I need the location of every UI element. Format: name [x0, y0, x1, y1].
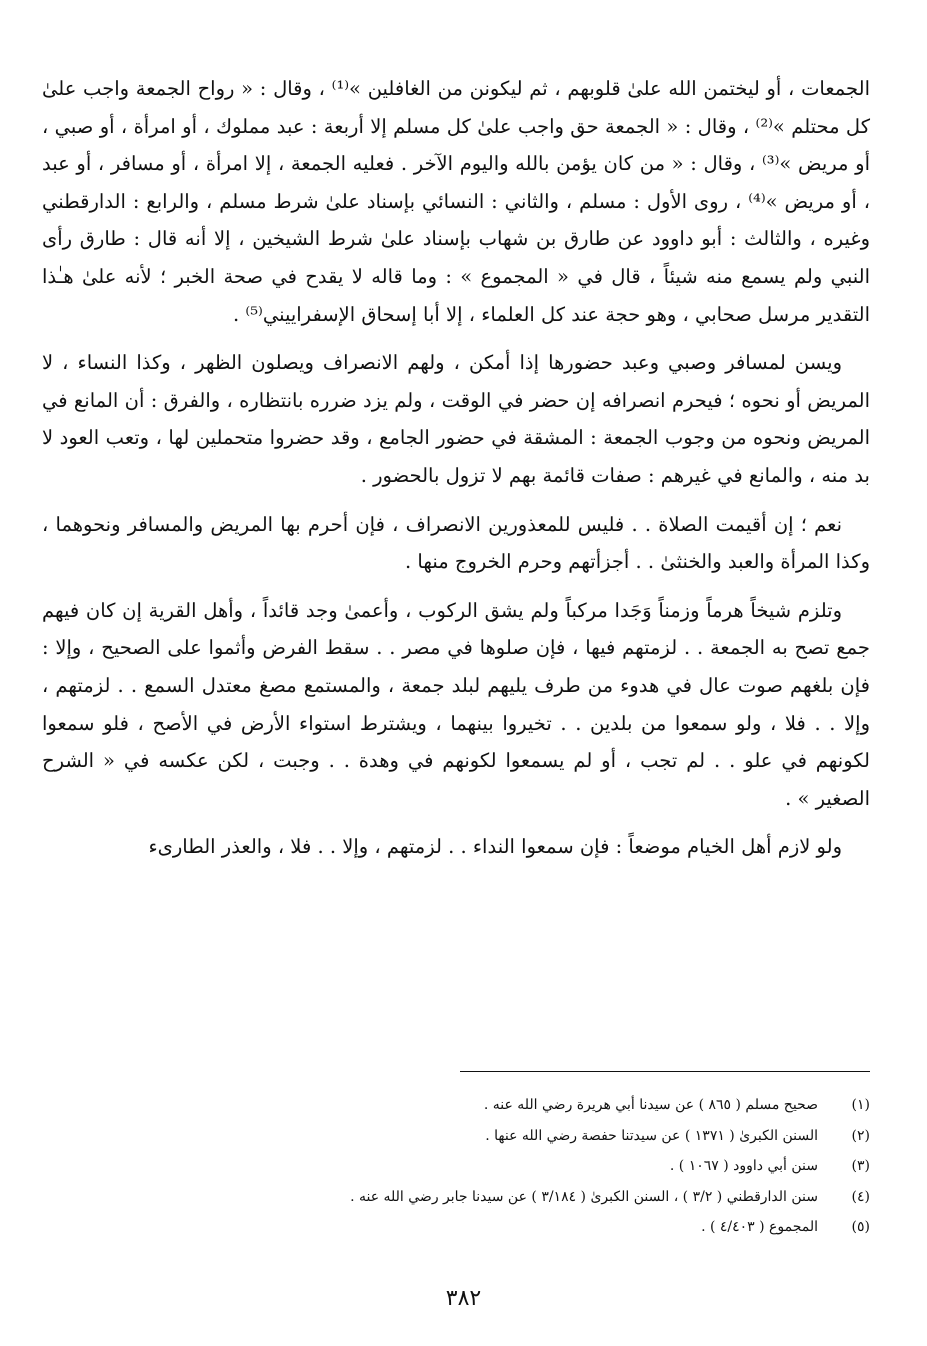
footnote-4: [42, 1182, 870, 1213]
footnote-text: المجموع ( ٤/٤٠٣ ) .: [701, 1219, 818, 1236]
footnote-divider: [460, 1071, 870, 1072]
main-text: [42, 70, 870, 877]
footnote-1: [42, 1090, 870, 1121]
footnote-number: (٥): [851, 1219, 870, 1236]
footnote-text: سنن الدارقطني ( ٣/٢ ) ، السنن الكبرىٰ ( ٣/١٨٤ ) عن سيدنا جابر رضي الله عنه .: [350, 1188, 818, 1205]
footnote-text: سنن أبي داوود ( ١٠٦٧ ) .: [669, 1158, 818, 1175]
paragraph-2: ويسن لمسافر وصبي وعبد حضورها إذا أمكن ، ولهم الانصراف ويصلون الظهر ، وكذا النساء ، لا المريض أو نحوه ؛ فيحرم انصرافه إن حضر في الوقت ، ولم يزد ضرره بانتظاره ، والفرق : أن المانع في المريض ونحوه من وجوب الجمعة : المشقة في حضور الجامع ، وقد حضروا متحملين لها ، وتعب العود لا بد منه ، والمانع في غيرهم : صفات قائمة بهم لا تزول بالحضور .: [42, 351, 870, 487]
paragraph-3: نعم ؛ إن أقيمت الصلاة . . فليس للمعذورين الانصراف ، فإن أحرم بها المريض والمسافر ونحوهما ، وكذا المرأة والعبد والخنثىٰ . . أجزأتهم وحرم الخروج منها .: [42, 512, 870, 574]
footnote-text: صحيح مسلم ( ٨٦٥ ) عن سيدنا أبي هريرة رضي الله عنه .: [483, 1097, 818, 1113]
footnote-5: [42, 1212, 870, 1243]
footnotes: [42, 1090, 870, 1243]
page-number: ٣٨٢: [445, 1286, 482, 1311]
footnote-text: السنن الكبرىٰ ( ١٣٧١ ) عن سيدتنا حفصة رضي الله عنها .: [485, 1127, 818, 1144]
footnote-number: (٢): [851, 1127, 870, 1144]
paragraph-4: وتلزم شيخاً هرماً وزمناً وَجَدا مركباً ولم يشق الركوب ، وأعمىٰ وجد قائداً ، وأهل القرية إن كان فيهم جمع تصح به الجمعة . . لزمتهم فيها ، فإن صلوها في مصر . . سقط الفرض وأثموا على الصحيح ، وإلا : فإن بلغهم صوت عال في هدوء من طرف يليهم لبلد جمعة ، والمستمع مصغ معتدل السمع . . لزمتهم ، وإلا . . فلا ، ولو سمعوا من بلدين . . تخيروا بينهما ، ويشترط استواء الأرض في الأصح ، فلو سمعوا لكونهم في علو . . لم تجب ، أو لم يسمعوا لكونهم في وهدة . . وجبت ، لكن عكسه في « الشرح الصغير » .: [42, 598, 870, 810]
footnote-number: (٣): [851, 1158, 870, 1175]
footnote-number: (١): [851, 1097, 870, 1113]
footnote-3: [42, 1151, 870, 1182]
paragraph-5: ولو لازم أهل الخيام موضعاً : فإن سمعوا النداء . . لزمتهم ، وإلا . . فلا ، والعذر الطارىء: [148, 835, 842, 859]
paragraph-1: الجمعات ، أو ليختمن الله علىٰ قلوبهم ، ثم ليكونن من الغافلين »⁽¹⁾ ، وقال : « رواح الجمعة واجب علىٰ كل محتلم »⁽²⁾ ، وقال : « الجمعة حق واجب علىٰ كل مسلم إلا أربعة : عبد مملوك ، أو امرأة ، أو صبي ، أو مريض »⁽³⁾ ، وقال : « من كان يؤمن بالله واليوم الآخر . فعليه الجمعة ، إلا امرأة ، أو مسافر ، أو عبد ، أو مريض »⁽⁴⁾ ، روى الأول : مسلم ، والثاني : النسائي بإسناد علىٰ شرط مسلم ، والرابع : الدارقطني وغيره ، والثالث : أبو داوود عن طارق بن شهاب بإسناد علىٰ شرط الشيخين ، إلا أنه قال : طارق رأى النبي ولم يسمع منه شيئاً ، قال في « المجموع » : وما قاله لا يقدح في صحة الخبر ؛ لأنه علىٰ هـٰذا التقدير مرسل صحابي ، وهو حجة عند كل العلماء ، إلا أبا إسحاق الإسفراييني⁽⁵⁾ .: [42, 77, 870, 326]
footnote-number: (٤): [851, 1188, 870, 1205]
footnote-2: [42, 1121, 870, 1152]
